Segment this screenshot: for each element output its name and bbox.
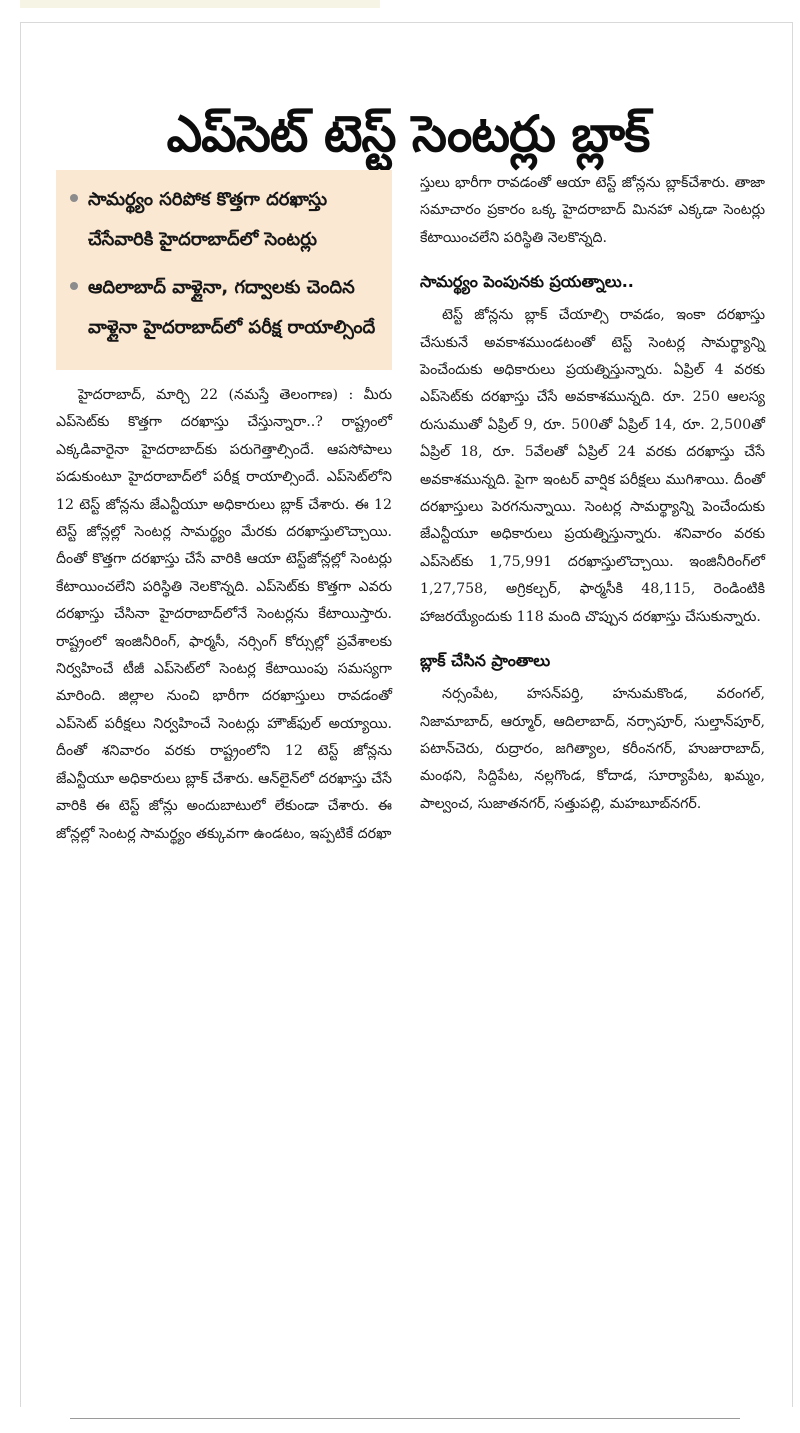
bullet-icon bbox=[70, 194, 78, 202]
highlight-text: సామర్థ్యం సరిపోక కొత్తగా దరఖాస్తు చేసేవారికి హైదరాబాద్‌లో సెంటర్లు bbox=[88, 189, 328, 250]
highlight-item bbox=[70, 268, 382, 348]
highlight-item bbox=[70, 180, 382, 260]
headline: ఎప్‌సెట్‌ టెస్ట్‌ సెంటర్లు బ్లాక్‌ bbox=[166, 104, 650, 163]
subheading: బ్లాక్‌ చేసిన ప్రాంతాలు bbox=[420, 651, 551, 671]
places-list: నర్సంపేట, హసన్‌పర్తి, హనుమకొండ, వరంగల్‌, నిజామాబాద్‌, ఆర్మూర్‌, ఆదిలాబాద్‌, నర్సాపూర్‌, సుల్తాన్‌పూర్‌, పటాన్‌చెరు, రుద్రారం, జగిత్యాల, కరీంనగర్‌, హుజురాబాద్‌, మంథని, సిద్దిపేట, నల్లగొండ, కోదాడ, సూర్యాపేట, ఖమ్మం, పాల్వంచ, సుజాతనగర్‌, సత్తుపల్లి, మహబూబ్‌నగర్‌. bbox=[420, 686, 765, 812]
subheading: సామర్థ్యం పెంపునకు ప్రయత్నాలు.. bbox=[420, 272, 634, 292]
bullet-icon bbox=[70, 282, 78, 290]
right-column bbox=[420, 170, 765, 818]
top-clipping-strip bbox=[20, 0, 380, 8]
body-paragraph: హైదరాబాద్‌, మార్చి 22 (నమస్తే తెలంగాణ) : మీరు ఎప్‌సెట్‌కు కొత్తగా దరఖాస్తు చేస్తున్నారా..? రాష్ట్రంలో ఎక్కడివారైనా హైదరాబాద్‌కు పరుగెత్తాల్సిందే. ఆపసోపాలు పడుకుంటూ హైదరాబాద్‌లో పరీక్ష రాయాల్సిందే. ఎప్‌సెట్‌లోని 12 టెస్ట్‌ జోన్లను జేఎన్టీయూ అధికారులు బ్లాక్‌ చేశారు. ఈ 12 టెస్ట్‌ జోన్లల్లో సెంటర్ల సామర్థ్యం మేరకు దరఖాస్తులొచ్చాయి. దీంతో కొత్తగా దరఖాస్తు చేసే వారికి ఆయా టెస్ట్‌జోన్లల్లో సెంటర్లు కేటాయించలేని పరిస్థితి నెలకొన్నది. ఎప్‌సెట్‌కు కొత్తగా ఎవరు దరఖాస్తు చేసినా హైదరాబాద్‌లోనే సెంటర్లను కేటాయిస్తారు. రాష్ట్రంలో ఇంజినీరింగ్‌, ఫార్మసీ, నర్సింగ్‌ కోర్సుల్లో ప్రవేశాలకు నిర్వహించే టీజీ ఎప్‌సెట్‌లో సెంటర్ల కేటాయింపు సమస్యగా మారింది. జిల్లాల నుంచి భారీగా దరఖాస్తులు రావడంతో ఎప్‌సెట్‌ పరీక్షలు నిర్వహించే సెంటర్లు హౌజ్‌ఫుల్‌ అయ్యాయి. దీంతో శనివారం వరకు రాష్ట్రంలోని 12 టెస్ట్‌ జోన్లను జేఎన్టీయూ అధికారులు బ్లాక్‌ చేశారు. ఆన్‌లైన్‌లో దరఖాస్తు చేసే వారికి ఈ టెస్ట్‌ జోన్లు అందుబాటులో లేకుండా చేశారు. ఈ జోన్లల్లో సెంటర్ల సామర్థ్యం తక్కువగా ఉండటం, ఇప్పటికే దరఖా bbox=[56, 387, 392, 842]
body-paragraph: టెస్ట్‌ జోన్లను బ్లాక్‌ చేయాల్సి రావడం, ఇంకా దరఖాస్తు చేసుకునే అవకాశముండటంతో టెస్ట్‌ సెంటర్ల సామర్థ్యాన్ని పెంచేందుకు అధికారులు ప్రయత్నిస్తున్నారు. ఏప్రిల్‌ 4 వరకు ఎప్‌సెట్‌కు దరఖాస్తు చేసే అవకాశమున్నది. రూ. 250 ఆలస్య రుసుముతో ఏప్రిల్‌ 9, రూ. 500తో ఏప్రిల్‌ 14, రూ. 2,500తో ఏప్రిల్‌ 18, రూ. 5వేలతో ఏప్రిల్‌ 24 వరకు దరఖాస్తు చేసే అవకాశమున్నది. పైగా ఇంటర్‌ వార్షిక పరీక్షలు ముగిశాయి. దీంతో దరఖాస్తులు పెరగనున్నాయి. సెంటర్ల సామర్థ్యాన్ని పెంచేందుకు జేఎన్టీయూ అధికారులు ప్రయత్నిస్తున్నారు. శనివారం వరకు ఎప్‌సెట్‌కు 1,75,991 దరఖాస్తులొచ్చాయి. ఇంజినీరింగ్‌లో 1,27,758, అగ్రికల్చర్‌, ఫార్మసీకి 48,115, రెండింటికి హాజరయ్యేందుకు 118 మంది చొప్పున దరఖాస్తు చేసుకున్నారు. bbox=[420, 307, 765, 625]
highlight-text: ఆదిలాబాద్‌ వాళ్లైనా, గద్వాలకు చెందిన వాళ్లైనా హైదరాబాద్‌లో పరీక్ష రాయాల్సిందే bbox=[88, 277, 376, 338]
highlight-box bbox=[56, 170, 392, 370]
body-paragraph-continued: స్తులు భారీగా రావడంతో ఆయా టెస్ట్‌ జోన్లను బ్లాక్‌చేశారు. తాజా సమాచారం ప్రకారం ఒక్క హైదరాబాద్‌ మినహా ఎక్కడా సెంటర్లు కేటాయించలేని పరిస్థితి నెలకొన్నది. bbox=[420, 175, 765, 246]
bottom-divider bbox=[70, 1418, 740, 1419]
left-column bbox=[56, 170, 392, 848]
